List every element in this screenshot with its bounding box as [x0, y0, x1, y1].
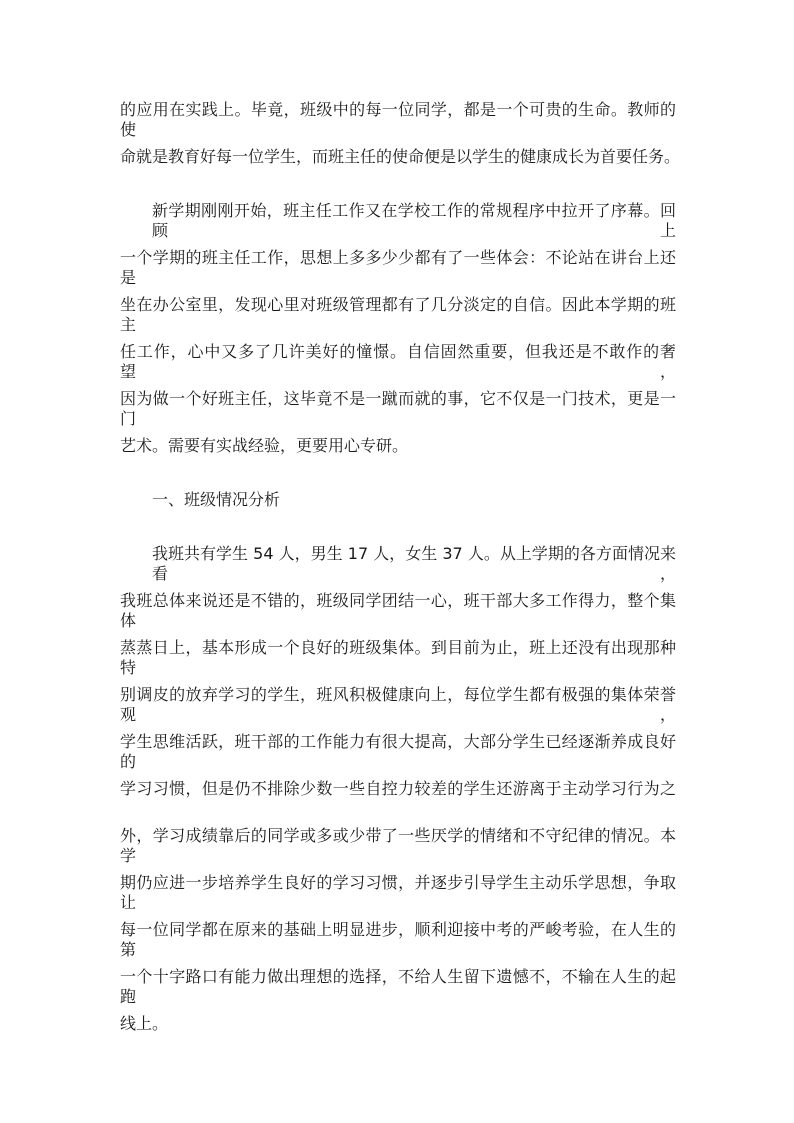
document-page: [120, 100, 681, 1061]
text-line: 任工作，心中又多了几许美好的憧憬。自信固然重要，但我还是不敢作的奢望，: [120, 342, 676, 381]
text-line: 一个十字路口有能力做出理想的选择，不给人生留下遗憾不，不输在人生的起跑: [120, 967, 676, 1006]
text-line: 因为做一个好班主任，这毕竟不是一蹴而就的事，它不仅是一门技术，更是一门: [120, 389, 676, 428]
text-line: 的应用在实践上。毕竟，班级中的每一位同学，都是一个可贵的生命。教师的使: [120, 100, 676, 139]
section-heading: [120, 490, 676, 510]
text-line: 我班共有学生 54 人，男生 17 人，女生 37 人。从上学期的各方面情况来看，: [152, 544, 676, 583]
text-line: 命就是教育好每一位学生，而班主任的使命便是以学生的健康成长为首要任务。: [120, 147, 681, 166]
text-line: 期仍应进一步培养学生良好的学习习惯，并逐步引导学生主动乐学思想，争取让: [120, 873, 676, 912]
paragraph-1: [120, 100, 681, 167]
text-line: 蒸蒸日上，基本形成一个良好的班级集体。到目前为止，班上还没有出现那种特: [120, 638, 676, 677]
text-line: 学习习惯，但是仍不排除少数一些自控力较差的学生还游离于主动学习行为之: [120, 779, 676, 798]
section-heading-text: 一、班级情况分析: [152, 490, 281, 509]
text-line: 外，学习成绩靠后的同学或多或少带了一些厌学的情绪和不守纪律的情况。本学: [120, 826, 676, 865]
paragraph-3: [120, 544, 676, 1034]
text-line: 线上。: [120, 1014, 169, 1033]
text-line: 一个学期的班主任工作，思想上多多少少都有了一些体会：不论站在讲台上还是: [120, 248, 676, 287]
text-line: 我班总体来说还是不错的，班级同学团结一心，班干部大多工作得力，整个集体: [120, 591, 676, 630]
text-line: 每一位同学都在原来的基础上明显进步，顺利迎接中考的严峻考验，在人生的第: [120, 920, 676, 959]
text-line: 艺术。需要有实战经验，更要用心专研。: [120, 436, 409, 455]
text-line: 别调皮的放弃学习的学生，班风积极健康向上，每位学生都有极强的集体荣誉观，: [120, 685, 676, 724]
text-line: 新学期刚刚开始，班主任工作又在学校工作的常规程序中拉开了序幕。回顾上: [152, 201, 676, 240]
paragraph-2: [120, 201, 676, 456]
text-line: 坐在办公室里，发现心里对班级管理都有了几分淡定的自信。因此本学期的班主: [120, 295, 676, 334]
text-line: 学生思维活跃，班干部的工作能力有很大提高，大部分学生已经逐渐养成良好的: [120, 732, 676, 771]
